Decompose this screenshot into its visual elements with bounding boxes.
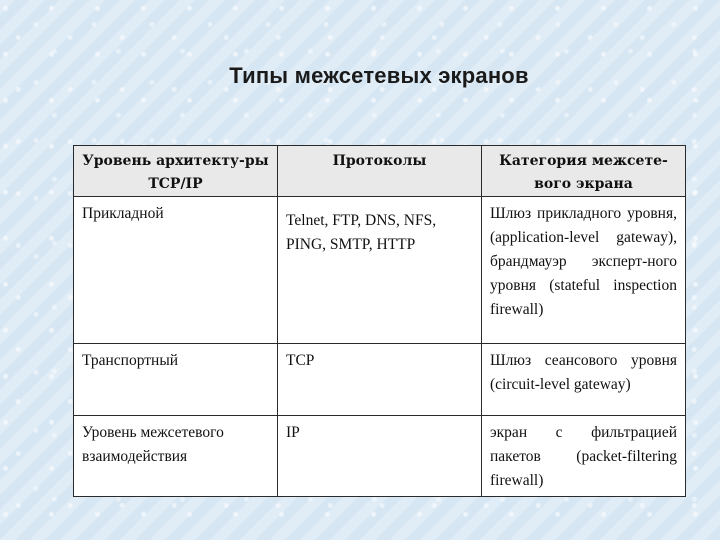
cell-category: Шлюз прикладного уровня, (application-level gateway), брандмауэр эксперт-ного уровня (stateful inspection firewall) [482, 197, 686, 344]
header-tcpip-level: Уровень архитекту-ры TCP/IP [74, 146, 278, 197]
table-row [74, 416, 686, 497]
cell-level: Прикладной [74, 197, 278, 344]
cell-level: Уровень межсетевого взаимодействия [74, 416, 278, 497]
firewall-types-table [73, 145, 686, 497]
cell-category: экран с фильтрацией пакетов (packet-filtering firewall) [482, 416, 686, 497]
cell-protocols: TCP [278, 344, 482, 416]
cell-protocols: IP [278, 416, 482, 497]
cell-protocols: Telnet, FTP, DNS, NFS, PING, SMTP, HTTP [278, 197, 482, 344]
cell-level: Транспортный [74, 344, 278, 416]
cell-category: Шлюз сеансового уровня (circuit-level gateway) [482, 344, 686, 416]
table-row [74, 197, 686, 344]
table-header-row [74, 146, 686, 197]
header-protocols: Протоколы [278, 146, 482, 197]
table-row [74, 344, 686, 416]
page-title: Типы межсетевых экранов [229, 63, 529, 88]
header-firewall-category: Категория межсете-вого экрана [482, 146, 686, 197]
